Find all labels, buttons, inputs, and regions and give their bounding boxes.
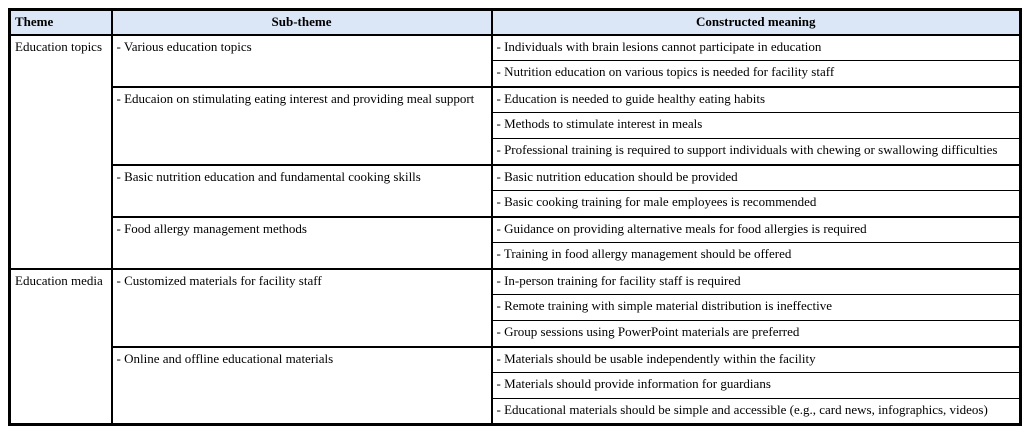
- meaning-cell: - Basic nutrition education should be provided: [492, 165, 1021, 191]
- meaning-cell: - Professional training is required to support individuals with chewing or swallowing difficulties: [492, 139, 1021, 165]
- meaning-cell: - Training in food allergy management should be offered: [492, 243, 1021, 269]
- meaning-cell: - Education is needed to guide healthy eating habits: [492, 87, 1021, 113]
- column-header-subtheme: Sub-theme: [112, 10, 492, 35]
- meaning-cell: - Remote training with simple material distribution is ineffective: [492, 295, 1021, 321]
- subtheme-cell: - Basic nutrition education and fundamental cooking skills: [112, 165, 492, 217]
- header-row: [10, 10, 1021, 35]
- table-row: [10, 269, 1021, 295]
- meaning-cell: - Guidance on providing alternative meals for food allergies is required: [492, 217, 1021, 243]
- theme-cell: Education topics: [10, 35, 112, 269]
- table-row: [10, 347, 1021, 373]
- table-body: [10, 35, 1021, 425]
- meaning-cell: - Materials should be usable independently within the facility: [492, 347, 1021, 373]
- meaning-cell: - Methods to stimulate interest in meals: [492, 113, 1021, 139]
- subtheme-cell: - Customized materials for facility staff: [112, 269, 492, 347]
- table-row: [10, 35, 1021, 61]
- subtheme-cell: - Online and offline educational materials: [112, 347, 492, 425]
- table-row: [10, 217, 1021, 243]
- meaning-cell: - Educational materials should be simple and accessible (e.g., card news, infographics, videos): [492, 399, 1021, 425]
- column-header-theme: Theme: [10, 10, 112, 35]
- meaning-cell: - In-person training for facility staff is required: [492, 269, 1021, 295]
- meaning-cell: - Nutrition education on various topics is needed for facility staff: [492, 61, 1021, 87]
- themes-table: [8, 8, 1022, 426]
- meaning-cell: - Group sessions using PowerPoint materials are preferred: [492, 321, 1021, 347]
- table-row: [10, 165, 1021, 191]
- subtheme-cell: - Food allergy management methods: [112, 217, 492, 269]
- column-header-meaning: Constructed meaning: [492, 10, 1021, 35]
- table-row: [10, 87, 1021, 113]
- meaning-cell: - Individuals with brain lesions cannot participate in education: [492, 35, 1021, 61]
- table-header: [10, 10, 1021, 35]
- meaning-cell: - Basic cooking training for male employees is recommended: [492, 191, 1021, 217]
- subtheme-cell: - Educaion on stimulating eating interest and providing meal support: [112, 87, 492, 165]
- subtheme-cell: - Various education topics: [112, 35, 492, 87]
- theme-cell: Education media: [10, 269, 112, 425]
- meaning-cell: - Materials should provide information for guardians: [492, 373, 1021, 399]
